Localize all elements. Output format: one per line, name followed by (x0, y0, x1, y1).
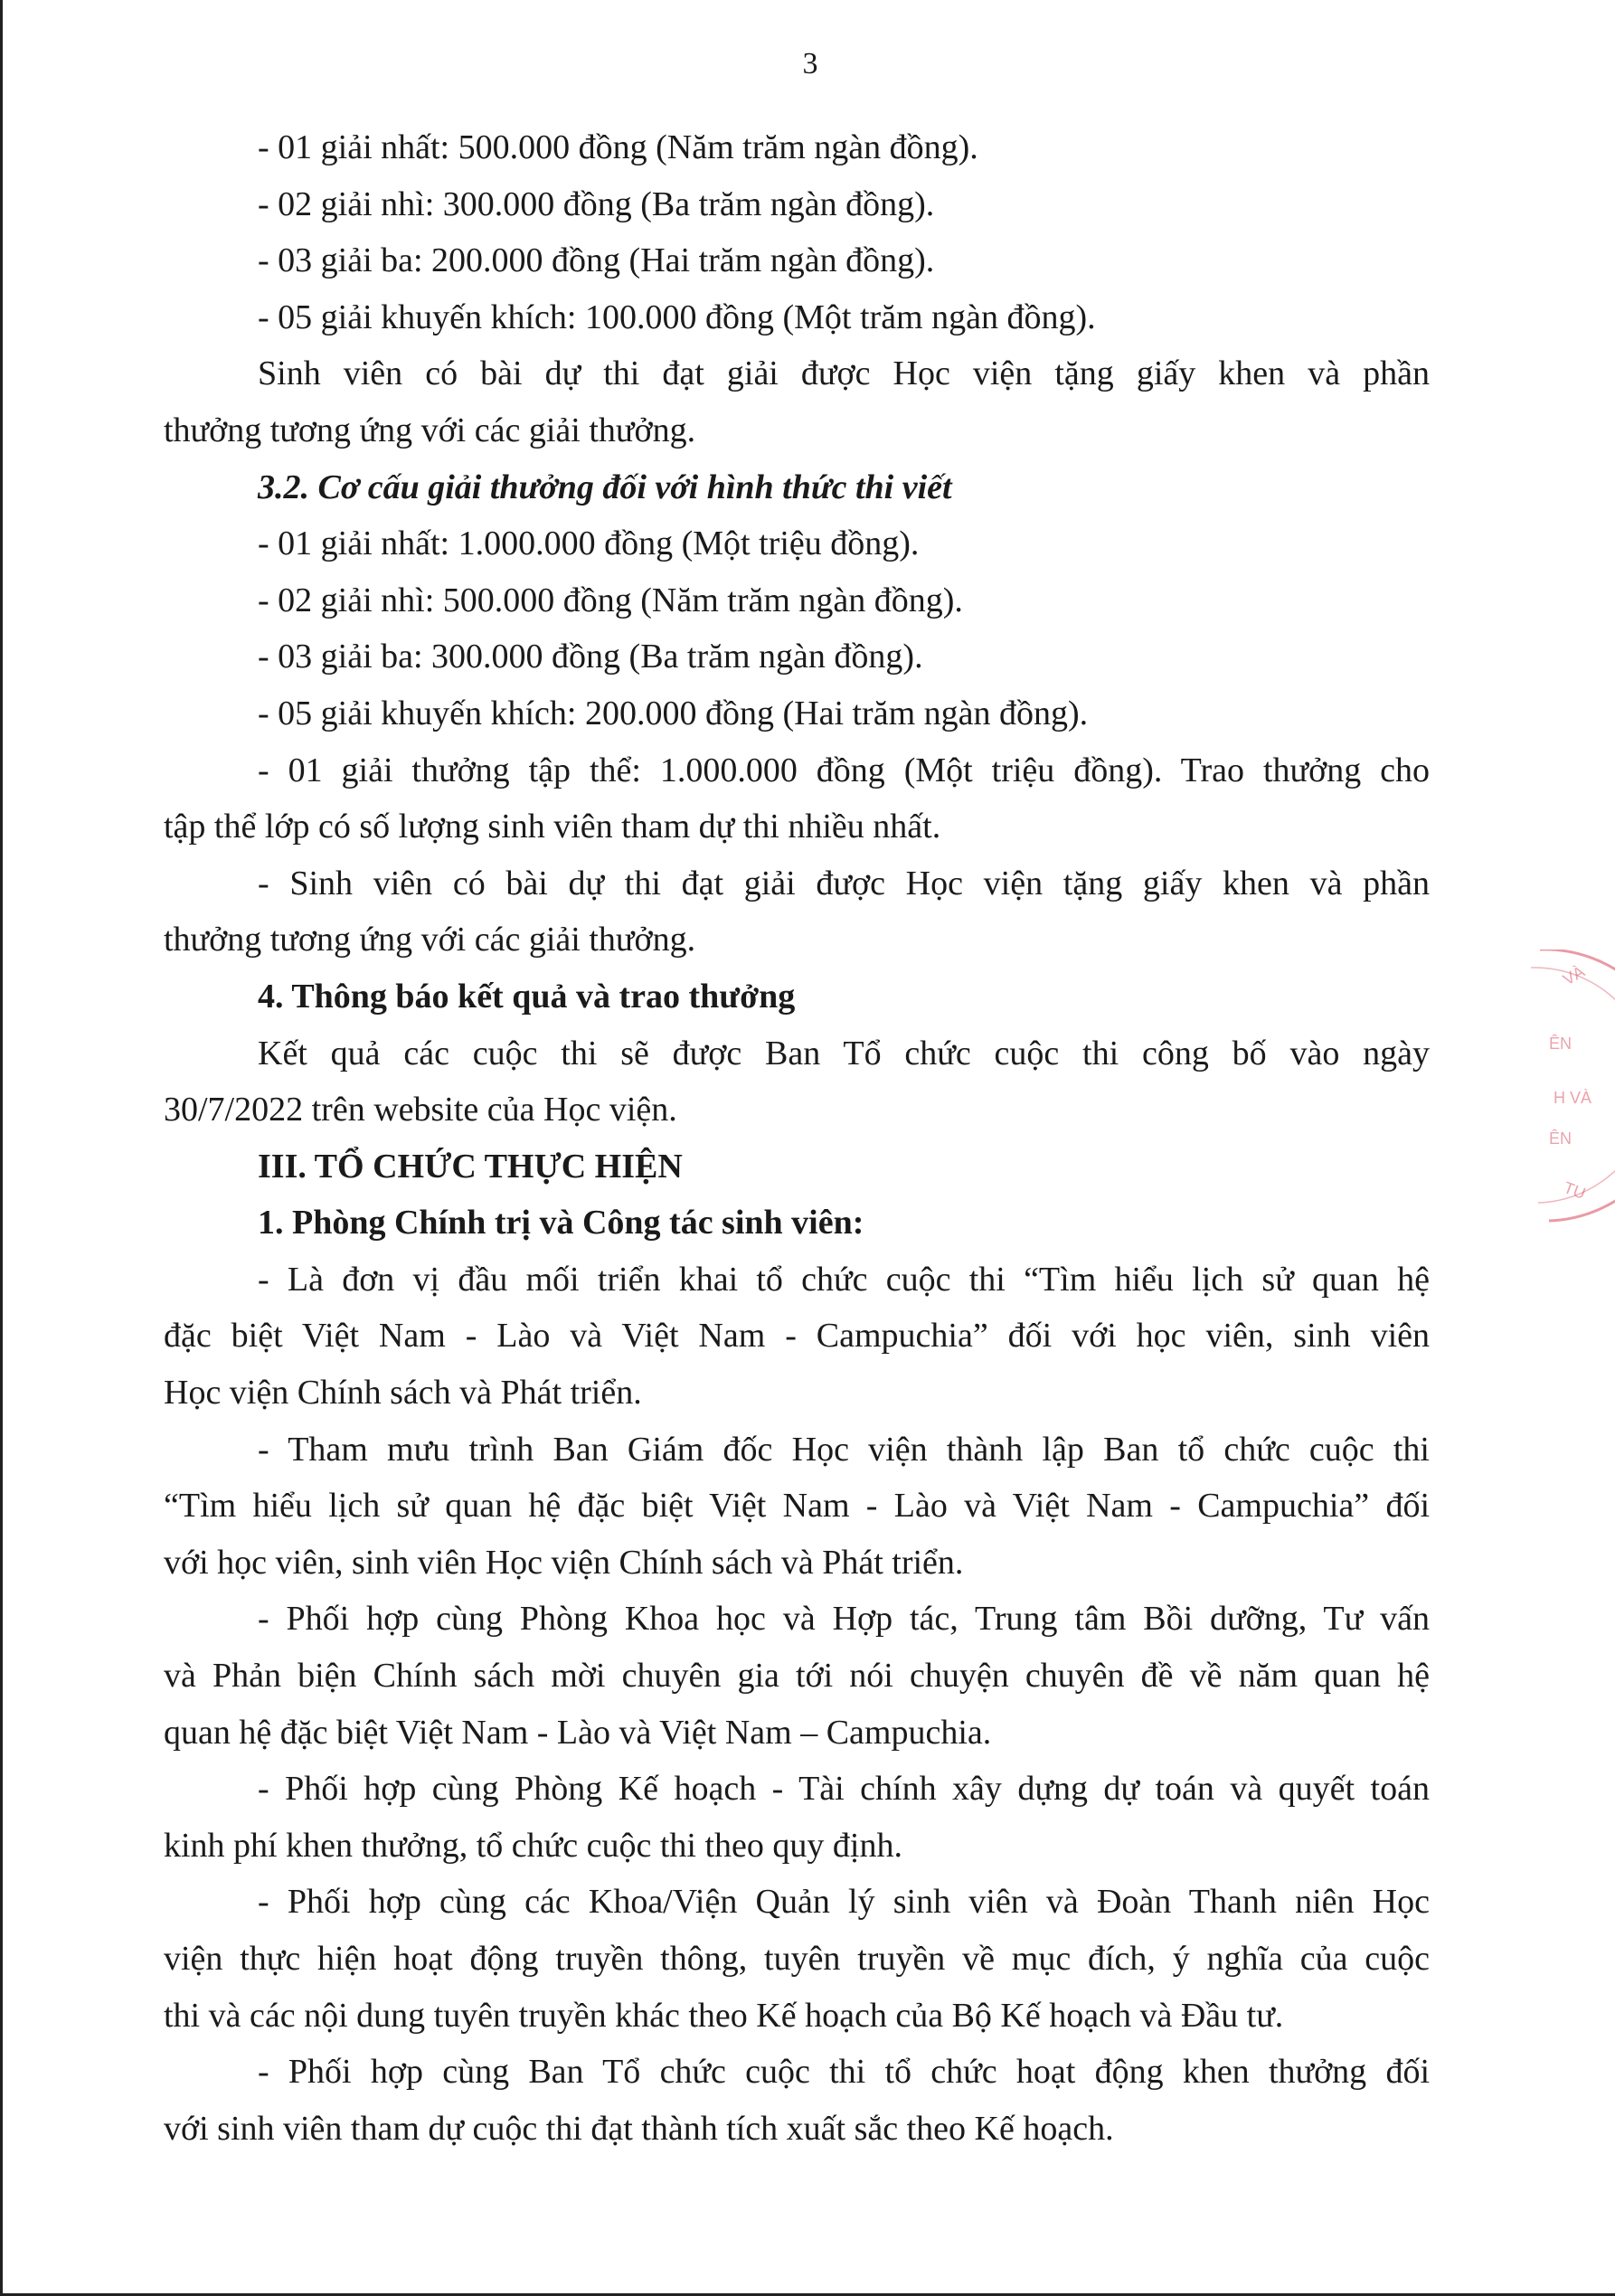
text-line: - Tham mưu trình Ban Giám đốc Học viện thành lập Ban tổ chức cuộc thi (258, 1430, 1430, 1469)
text-line: - 05 giải khuyến khích: 100.000 đồng (Một trăm ngàn đồng). (258, 298, 1096, 336)
text-line: - Phối hợp cùng các Khoa/Viện Quản lý sinh viên và Đoàn Thanh niên Học (258, 1883, 1430, 1922)
text-line: quan hệ đặc biệt Việt Nam - Lào và Việt Nam – Campuchia. (164, 1713, 992, 1752)
text-line: kinh phí khen thưởng, tổ chức cuộc thi theo quy định. (164, 1826, 902, 1865)
text-line: - Là đơn vị đầu mối triển khai tổ chức cuộc thi “Tìm hiểu lịch sử quan hệ (258, 1260, 1430, 1299)
text-line: - 02 giải nhì: 500.000 đồng (Năm trăm ngàn đồng). (258, 581, 963, 619)
svg-text:ÊN: ÊN (1549, 1129, 1572, 1148)
text-line: - Sinh viên có bài dự thi đạt giải được Học viện tặng giấy khen và phần (258, 864, 1430, 902)
text-line: 1. Phòng Chính trị và Công tác sinh viên: (258, 1204, 864, 1242)
text-line: thưởng tương ứng với các giải thưởng. (164, 921, 696, 959)
text-line: “Tìm hiểu lịch sử quan hệ đặc biệt Việt Nam - Lào và Việt Nam - Campuchia” đối (164, 1487, 1430, 1526)
text-line: Kết quả các cuộc thi sẽ được Ban Tổ chức cuộc thi công bố vào ngày (258, 1034, 1430, 1072)
text-line: - 01 giải nhất: 500.000 đồng (Năm trăm ngàn đồng). (258, 128, 978, 166)
text-line: III. TỔ CHỨC THỰC HIỆN (258, 1147, 683, 1186)
text-line: thi và các nội dung tuyên truyền khác theo Kế hoạch của Bộ Kế hoạch và Đầu tư. (164, 1996, 1284, 2035)
text-line: - Phối hợp cùng Phòng Kế hoạch - Tài chính xây dựng dự toán và quyết toán (258, 1770, 1430, 1809)
text-line: với học viên, sinh viên Học viện Chính sách và Phát triển. (164, 1543, 964, 1582)
text-line: - 02 giải nhì: 300.000 đồng (Ba trăm ngàn đồng). (258, 184, 935, 223)
text-line: tập thể lớp có số lượng sinh viên tham dự thi nhiều nhất. (164, 808, 941, 846)
svg-text:VÀ: VÀ (1560, 962, 1588, 989)
text-line: Sinh viên có bài dự thi đạt giải được Học viện tặng giấy khen và phần (258, 354, 1430, 393)
svg-text:H VÀ: H VÀ (1554, 1089, 1592, 1107)
text-line: 3.2. Cơ cấu giải thưởng đối với hình thức thi viết (258, 468, 952, 506)
text-line: - 01 giải nhất: 1.000.000 đồng (Một triệu đồng). (258, 524, 920, 563)
document-body (164, 119, 1430, 2157)
text-line: viện thực hiện hoạt động truyền thông, tuyên truyền về mục đích, ý nghĩa của cuộc (164, 1940, 1430, 1978)
text-line: - 03 giải ba: 300.000 đồng (Ba trăm ngàn đồng). (258, 638, 923, 676)
svg-text:ÊN: ÊN (1549, 1035, 1572, 1053)
page-number: 3 (802, 47, 818, 80)
svg-text:TU: TU (1561, 1177, 1589, 1203)
text-line: đặc biệt Việt Nam - Lào và Việt Nam - Campuchia” đối với học viên, sinh viên (164, 1317, 1430, 1356)
red-seal-stamp (1531, 950, 1615, 1239)
text-line: - 03 giải ba: 200.000 đồng (Hai trăm ngàn đồng). (258, 241, 935, 280)
text-line: Học viện Chính sách và Phát triển. (164, 1374, 642, 1413)
text-line: thưởng tương ứng với các giải thưởng. (164, 411, 696, 449)
text-line: - Phối hợp cùng Phòng Khoa học và Hợp tác, Trung tâm Bồi dưỡng, Tư vấn (258, 1600, 1430, 1639)
text-line: - 01 giải thưởng tập thể: 1.000.000 đồng (Một triệu đồng). Trao thưởng cho (258, 751, 1430, 789)
text-line: 4. Thông báo kết quả và trao thưởng (258, 977, 796, 1016)
text-line: - Phối hợp cùng Ban Tổ chức cuộc thi tổ chức hoạt động khen thưởng đối (258, 2053, 1430, 2092)
text-line: 30/7/2022 trên website của Học viện. (164, 1091, 677, 1129)
text-line: và Phản biện Chính sách mời chuyên gia tới nói chuyện chuyên đề về năm quan hệ (164, 1657, 1430, 1696)
text-line: với sinh viên tham dự cuộc thi đạt thành tích xuất sắc theo Kế hoạch. (164, 2109, 1114, 2148)
text-line: - 05 giải khuyến khích: 200.000 đồng (Hai trăm ngàn đồng). (258, 694, 1089, 732)
